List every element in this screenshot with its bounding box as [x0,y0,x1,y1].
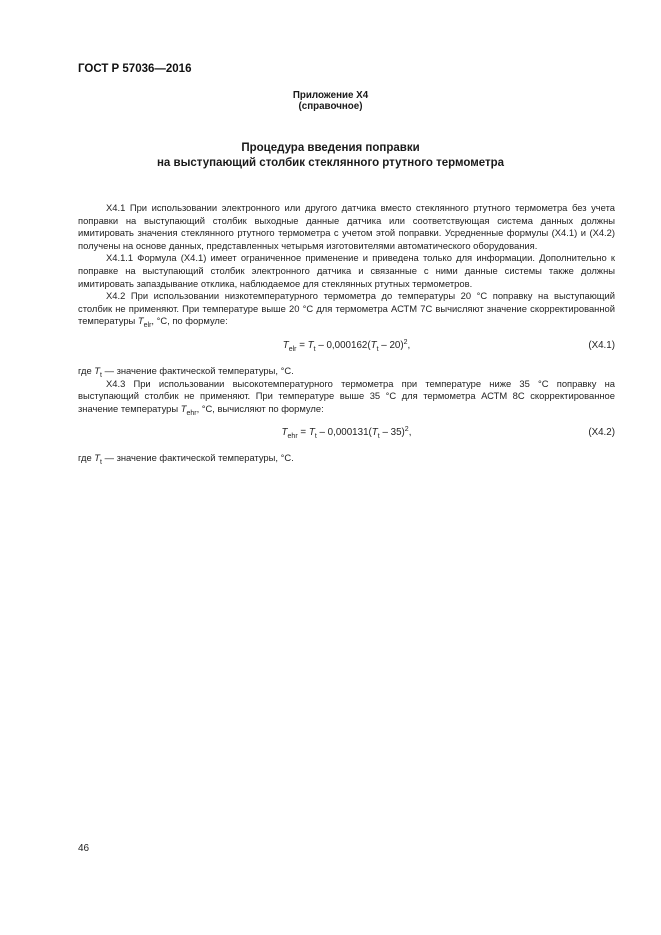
paragraph-x4-1: Х4.1 При использовании электронного или другого датчика вместо стеклянного ртутного термометра без учета поправки на выступающий столбик выходные данные датчика или соответствующая система данных должны имитировать значения стеклянного ртутного термометра с учетом этой поправки. Усредненные формулы (Х4.1) и (Х4.2) получены на основе данных, представленных четырьмя изготовителями автоматического оборудования. [78,202,615,251]
formula-x4-2 [78,424,615,444]
formula-x4-2-expression: $T_{ehr} = T_t - 0,000131(T_t - 35)^2$, [281,426,412,441]
page-number: 46 [78,843,90,854]
document-body [78,202,615,465]
annex-heading [0,90,661,112]
formula-x4-1-number: (Х4.1) [588,339,615,351]
title-line-1: Процедура введения поправки [241,142,420,154]
annex-type: (справочное) [298,101,363,112]
where-clause-1: где $T_t$ — значение фактической температуры, °С. [78,364,294,379]
annex-label: Приложение Х4 [292,90,369,101]
title-line-2: на выступающий столбик стеклянного ртутного термометра [156,157,505,169]
where-clause-2: где $T_t$ — значение фактической температуры, °С. [78,452,294,467]
paragraph-x4-3: Х4.3 При использовании высокотемпературного термометра при температуре ниже 35 °С поправку на выступающий столбик не применяют. При температуре выше 35 °С для термометра АСТМ 8С скорректированное значение температуры $T_{ehr}$, °С, вычисляют по формуле: [78,377,615,417]
formula-x4-2-number: (Х4.2) [588,427,615,439]
standard-header: ГОСТ Р 57036—2016 [78,63,192,75]
paragraph-x4-1-1: Х4.1.1 Формула (Х4.1) имеет ограниченное применение и приведена только для информации. Дополнительно к поправке на выступающий столбик электронного датчика и связанные с ними данные системы также должны имитировать запаздывание отклика, наблюдаемое для стеклянных ртутных термометров. [78,252,615,289]
paragraph-x4-2: Х4.2 При использовании низкотемпературного термометра до температуры 20 °С поправку на выступающий столбик не применяют. При температуре выше 20 °С для термометра АСТМ 7С вычисляют значение скорректированной температуры $T_{elr}$, °С, по формуле: [78,290,615,330]
formula-x4-1 [78,337,615,357]
formula-x4-1-expression: $T_{elr} = T_t - 0,000162(T_t - 20)^2$, [282,338,411,353]
page-title [0,141,661,171]
